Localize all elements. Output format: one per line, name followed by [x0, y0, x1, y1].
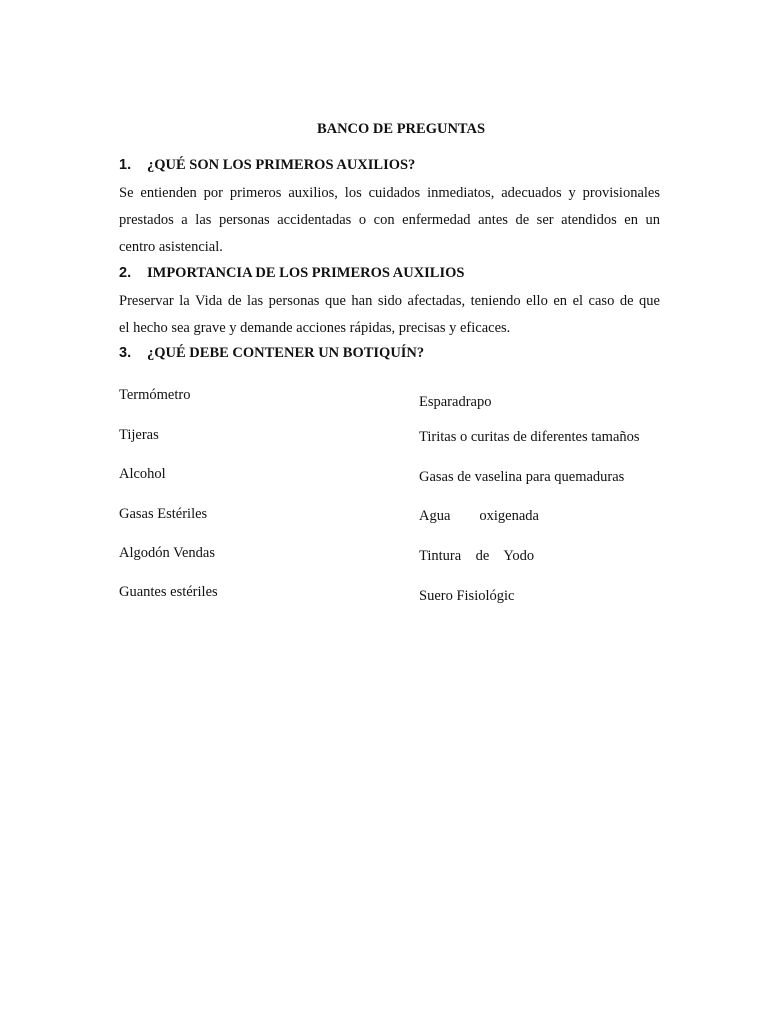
kit-item-right: Agua oxigenada [419, 508, 539, 524]
section-1-heading [119, 157, 415, 174]
kit-item-left: Alcohol [119, 466, 166, 482]
section-3-heading [119, 345, 424, 362]
kit-item-left: Gasas Estériles [119, 506, 208, 522]
section-2-heading [119, 265, 464, 282]
kit-item-left: Tijeras [119, 427, 159, 443]
section-1-number: 1. [119, 157, 132, 173]
kit-item-right: Suero Fisiológic [419, 588, 515, 604]
kit-item-left: Guantes estériles [119, 584, 218, 600]
section-2-paragraph [119, 288, 660, 342]
paragraph-line: centro asistencial. [119, 239, 223, 255]
paragraph-line: el hecho sea grave y demande acciones rápidas, precisas y eficaces. [119, 320, 511, 336]
paragraph-line: prestados a las personas accidentadas o con enfermedad antes de ser atendidos en un [119, 212, 660, 228]
section-3-number: 3. [119, 345, 132, 361]
document-title: BANCO DE PREGUNTAS [316, 121, 486, 137]
section-1-paragraph [119, 180, 660, 261]
section-3-title: ¿QUÉ DEBE CONTENER UN BOTIQUÍN? [147, 345, 425, 361]
section-2-title: IMPORTANCIA DE LOS PRIMEROS AUXILIOS [147, 265, 465, 281]
kit-item-left: Termómetro [119, 387, 191, 403]
paragraph-line: Preservar la Vida de las personas que han sido afectadas, teniendo ello en el caso de que [119, 293, 660, 309]
kit-item-left: Algodón Vendas [119, 545, 215, 561]
kit-item-right: Gasas de vaselina para quemaduras [419, 469, 625, 485]
kit-item-right: Tintura de Yodo [419, 548, 535, 564]
kit-item-right: Tiritas o curitas de diferentes tamaños [419, 429, 640, 445]
section-1-title: ¿QUÉ SON LOS PRIMEROS AUXILIOS? [147, 157, 416, 173]
section-2-number: 2. [119, 265, 132, 281]
paragraph-line: Se entienden por primeros auxilios, los cuidados inmediatos, adecuados y provisionales [119, 185, 660, 201]
kit-item-right: Esparadrapo [419, 394, 492, 410]
